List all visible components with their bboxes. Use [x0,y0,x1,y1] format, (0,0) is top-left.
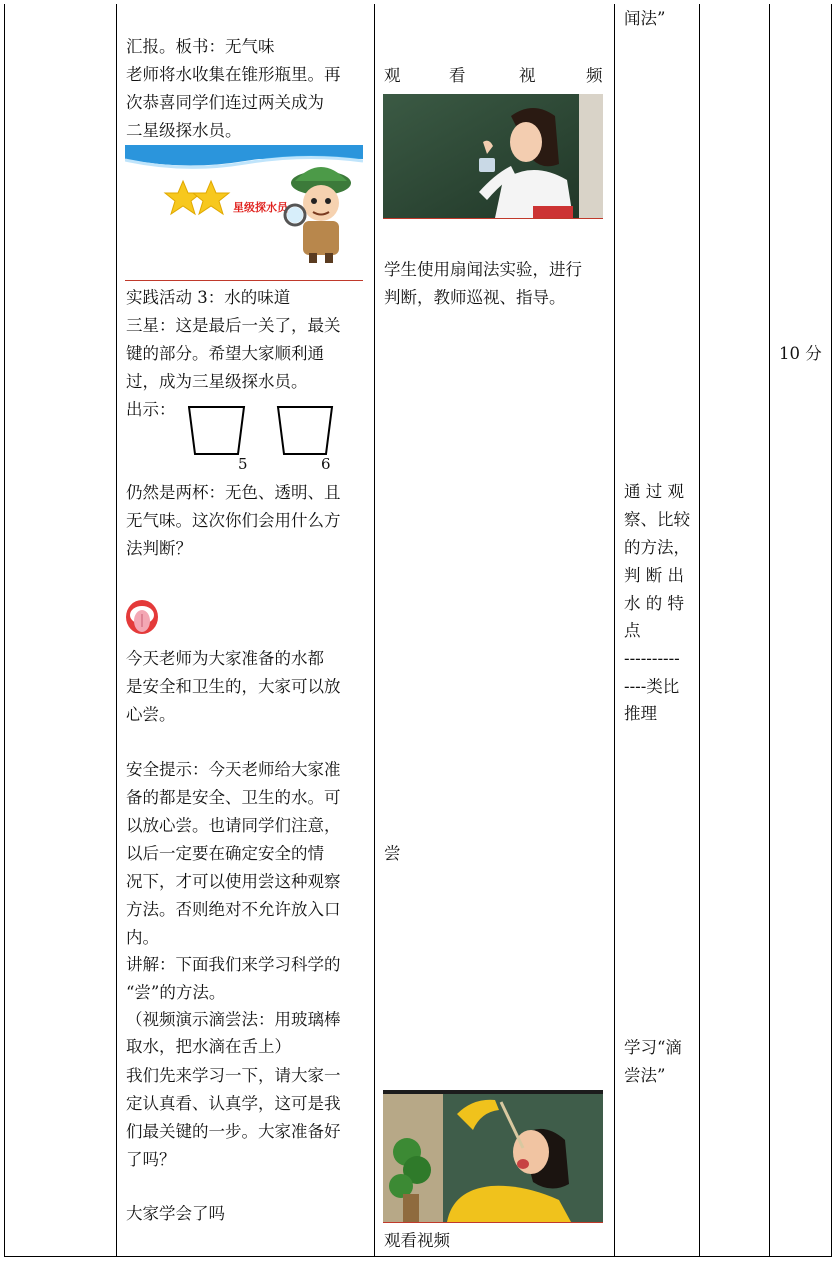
text-line: 大家学会了吗 [126,1204,225,1223]
text-line: 老师将水收集在锥形瓶里。再 [126,65,341,84]
text-line: 三星：这是最后一关了，最关 [126,316,341,335]
time-allocation: 10 分 [779,344,822,363]
text-line: 出示： [126,400,176,419]
text-line: 定认真看、认真学，这可是我 [126,1094,341,1113]
text-line: 我们先来学习一下，请大家一 [126,1066,341,1085]
text-line: 内。 [126,928,159,947]
table-border [614,4,615,1256]
text-line: ---------- [624,649,680,668]
detective-banner-image [125,145,363,265]
svg-text:星级探水员: 星级探水员 [233,201,288,214]
text-line: 闻法” [624,9,666,28]
text-line: 判断，教师巡视、指导。 [384,288,566,307]
text-line: ----类比 [624,677,680,696]
text-line: 二星级探水员。 [126,121,242,140]
tongue-icon [125,599,159,637]
text-line: 观 [384,66,401,85]
text-line: 以后一定要在确定安全的情 [126,844,324,863]
text-line: 讲解：下面我们来学习科学的 [126,955,341,974]
text-line: 过，成为三星级探水员。 [126,372,308,391]
text-line: 法判断？ [126,539,192,558]
table-border [4,1256,832,1257]
table-border [116,4,117,1256]
text-line: 汇报。板书：无气味 [126,37,275,56]
image-caption-rule [383,218,603,219]
image-caption-rule [125,280,363,281]
text-line: 是安全和卫生的，大家可以放 [126,677,341,696]
text-line: 视 [519,66,536,85]
text-line: 尝 [384,844,401,863]
text-line: 频 [586,66,603,85]
text-line: 备的都是安全、卫生的水。可 [126,788,341,807]
text-line: 次恭喜同学们连过两关成为 [126,93,324,112]
text-line: 观看视频 [384,1231,450,1250]
text-line: 键的部分。希望大家顺利通 [126,344,324,363]
text-line: 尝法” [624,1066,666,1085]
text-line: 心尝。 [126,705,176,724]
cup-label: 6 [321,455,331,473]
text-line: 安全提示：今天老师给大家准 [126,760,341,779]
text-line: 判 断 出 [624,566,684,585]
tasting-demo-photo [383,1090,603,1222]
table-border [699,4,700,1256]
text-line: 的方法， [624,538,690,557]
table-border [831,4,832,1256]
table-border [374,4,375,1256]
text-line: 学习“滴 [624,1038,682,1057]
text-line: 方法。否则绝对不允许放入口 [126,900,341,919]
text-line: （视频演示滴尝法：用玻璃棒 [126,1010,341,1029]
cup-label: 5 [238,455,248,473]
text-line: 推理 [624,704,657,723]
text-line: 况下，才可以使用尝这种观察 [126,872,341,891]
table-border [4,4,5,1256]
text-line: “尝”的方法。 [126,983,226,1002]
text-line: 了吗？ [126,1150,176,1169]
text-line: 今天老师为大家准备的水都 [126,649,324,668]
cup-diagram [188,404,338,458]
text-line: 以放心尝。也请同学们注意， [126,816,341,835]
image-caption-rule [383,1222,603,1223]
text-line: 看 [449,66,466,85]
text-line: 察、比较 [624,510,690,529]
table-border [769,4,770,1256]
text-line: 水 的 特 [624,594,684,613]
text-line: 实践活动 3：水的味道 [126,288,291,307]
text-line: 们最关键的一步。大家准备好 [126,1122,341,1141]
text-line: 取水，把水滴在舌上） [126,1037,291,1056]
smelling-demo-photo [383,94,603,218]
text-line: 点 [624,621,641,640]
text-line: 仍然是两杯：无色、透明、且 [126,483,341,502]
text-line: 学生使用扇闻法实验，进行 [384,260,582,279]
text-line: 无气味。这次你们会用什么方 [126,511,341,530]
text-line: 通 过 观 [624,482,684,501]
